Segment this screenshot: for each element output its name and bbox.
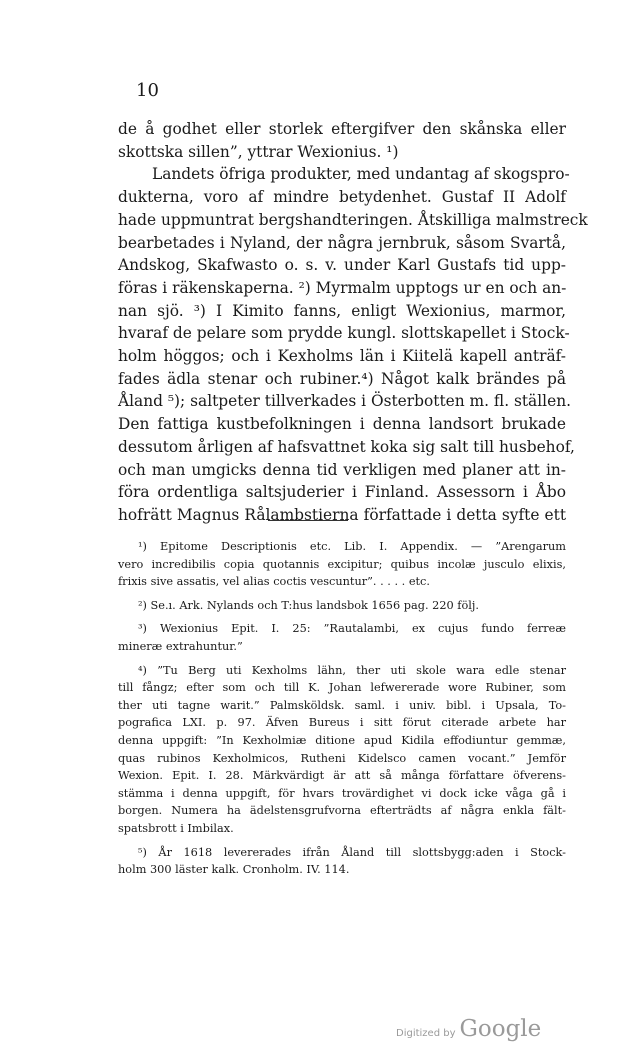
- digitized-by-google-watermark: [396, 1016, 541, 1042]
- body-line: nan sjö. ³) I Kimito fanns, enligt Wexionius, marmor,: [118, 301, 566, 320]
- footnote-2: [118, 597, 566, 615]
- body-line: Landets öfriga produkter, med undantag af skogspro-: [152, 165, 570, 184]
- body-line: dukterna, voro af mindre betydenhet. Gustaf II Adolf: [118, 188, 566, 207]
- footnote-line: stämma i denna uppgift, för hvars trovärdighet vi dock icke våga gå i: [118, 786, 566, 800]
- footnote-separator: [268, 520, 348, 521]
- footnote-line: mineræ extrahuntur.”: [118, 639, 243, 653]
- footnote-line: vero incredibilis copia quotannis excipitur; quibus incolæ jusculo elixis,: [118, 557, 566, 571]
- body-line: hofrätt Magnus Rålambstierna författade i detta syfte ett: [118, 505, 566, 524]
- footnote-line: ¹) Epitome Descriptionis etc. Lib. I. Appendix. — ”Arengarum: [138, 540, 566, 553]
- footnote-line: frixis sive assatis, vel alias coctis vescuntur”. . . . . etc.: [118, 575, 430, 589]
- footnote-line: denna uppgift: ”In Kexholmiæ ditione apud Kidila effodiuntur gemmæ,: [118, 733, 566, 747]
- body-line: och man umgicks denna tid verkligen med planer att in-: [118, 460, 566, 479]
- body-line: de å godhet eller storlek eftergifver den skånska eller: [118, 120, 566, 138]
- footnote-line: holm 300 läster kalk. Cronholm. IV. 114.: [118, 863, 350, 877]
- footnote-1: [118, 538, 566, 591]
- footnote-line: ther uti tagne warit.” Palmsköldsk. saml. i univ. bibl. i Upsala, To-: [118, 698, 566, 712]
- body-line: Andskog, Skafwasto o. s. v. under Karl Gustafs tid upp-: [118, 256, 566, 275]
- watermark-prefix: Digitized by: [396, 1028, 456, 1039]
- footnote-line: till fångz; efter som och till K. Johan lefwererade wore Rubiner, som: [118, 681, 566, 695]
- footnote-line: spatsbrott i Imbilax.: [118, 821, 234, 835]
- footnote-3: [118, 620, 566, 655]
- google-logo: Google: [459, 1016, 542, 1042]
- body-line: föras i räkenskaperna. ²) Myrmalm upptogs ur en och an-: [118, 278, 567, 297]
- footnote-5: [118, 844, 566, 879]
- body-line: hade uppmuntrat bergshandteringen. Åtskilliga malmstreck: [118, 210, 588, 229]
- body-line: fades ädla stenar och rubiner.⁴) Något kalk brändes på: [118, 369, 566, 388]
- body-line: Åland ⁵); saltpeter tillverkades i Österbotten m. fl. ställen.: [118, 392, 571, 411]
- footnote-line: ³) Wexionius Epit. I. 25: ”Rautalambi, ex cujus fundo ferreæ: [138, 622, 566, 636]
- footnote-line: ⁴) ”Tu Berg uti Kexholms lähn, ther uti skole wara edle stenar: [138, 663, 566, 677]
- page-number: 10: [136, 80, 159, 101]
- footnote-line: Wexion. Epit. I. 28. Märkvärdigt är att så många författare öfverens-: [118, 769, 566, 783]
- body-line: bearbetades i Nyland, der några jernbruk, såsom Svartå,: [118, 233, 566, 252]
- footnote-line: ⁵) År 1618 levererades ifrån Åland till slottsbygg:aden i Stock-: [138, 845, 566, 859]
- footnote-line: pografica LXI. p. 97. Äfven Bureus i sitt förut citerade arbete har: [118, 716, 566, 730]
- body-line: holm höggos; och i Kexholms län i Kiitelä kapell anträf-: [118, 347, 566, 366]
- body-text: [118, 118, 588, 527]
- footnote-4: [118, 662, 566, 838]
- body-line: skottska sillen”, yttrar Wexionius. ¹): [118, 142, 399, 161]
- footnotes: [118, 538, 566, 885]
- body-line: hvaraf de pelare som prydde kungl. slottskapellet i Stock-: [118, 324, 570, 343]
- body-line: föra ordentliga saltsjuderier i Finland. Assessorn i Åbo: [118, 483, 566, 502]
- footnote-line: borgen. Numera ha ädelstensgrufvorna efterträdts af några enkla fält-: [118, 804, 566, 818]
- body-line: dessutom årligen af hafsvattnet koka sig salt till husbehof,: [118, 437, 575, 456]
- footnote-line: quas rubinos Kexholmicos, Rutheni Kidelsco camen vocant.” Jemför: [118, 751, 566, 765]
- footnote-line: ²) Se.ı. Ark. Nylands och T:hus landsbok 1656 pag. 220 följ.: [138, 598, 479, 612]
- body-line: Den fattiga kustbefolkningen i denna landsort brukade: [118, 415, 566, 434]
